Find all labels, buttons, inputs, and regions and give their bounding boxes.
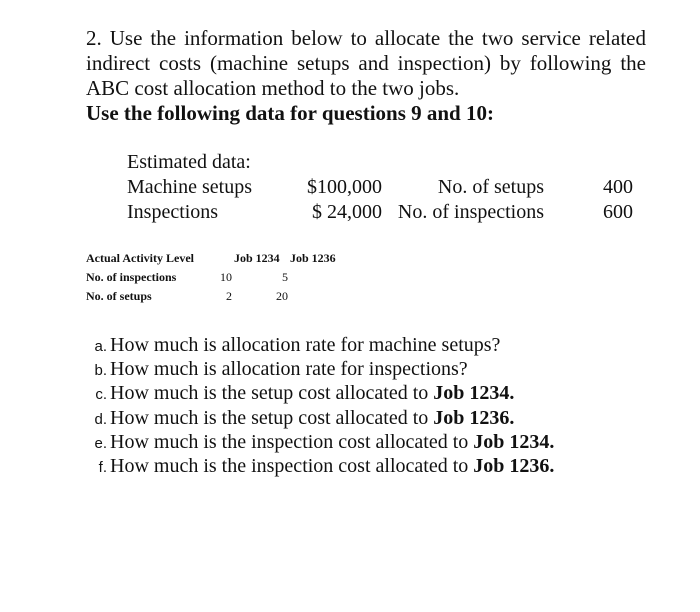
actual-activity-header-label: Actual Activity Level	[86, 251, 194, 265]
actual-row-setups-job1: 2	[226, 289, 232, 303]
estimated-driver-inspections: No. of inspections	[397, 201, 544, 223]
question-item	[90, 357, 554, 381]
question-letter: a.	[94, 338, 107, 355]
actual-row-setups-label: No. of setups	[86, 289, 152, 303]
question-bold-text: Job 1236.	[473, 454, 555, 477]
estimated-cost-inspections: $ 24,000	[312, 201, 382, 223]
question-list	[90, 333, 554, 478]
question-text: How much is the inspection cost allocated to	[110, 430, 474, 453]
question-letter: d.	[94, 410, 107, 428]
actual-activity-header-job1: Job 1234	[234, 251, 280, 265]
estimated-pool-machine-setups: Machine setups	[127, 176, 252, 198]
question-letter: b.	[94, 362, 107, 380]
question-bold-text: Job 1236.	[433, 406, 515, 429]
question-item	[90, 454, 554, 478]
question-letter: f.	[98, 458, 107, 476]
question-text: How much is the setup cost allocated to	[110, 382, 434, 405]
question-text: How much is the inspection cost allocated to	[110, 454, 474, 477]
estimated-quantity-machine-setups: 400	[603, 176, 633, 198]
actual-row-setups-job2: 20	[276, 289, 288, 303]
actual-row-inspections-job1: 10	[220, 270, 232, 284]
question-bold-text: Job 1234.	[473, 430, 555, 453]
estimated-cost-machine-setups: $100,000	[307, 176, 382, 198]
question-letter: c.	[95, 386, 107, 404]
question-text: How much is allocation rate for inspections?	[110, 358, 468, 381]
question-item	[90, 430, 554, 454]
question-item	[90, 381, 554, 405]
actual-row-inspections-label: No. of inspections	[86, 270, 177, 284]
estimated-pool-inspections: Inspections	[127, 201, 219, 223]
question-text: How much is the setup cost allocated to	[110, 406, 434, 429]
problem-intro: 2. Use the information below to allocate the two service related indirect costs (machine setups and inspection) by following the ABC cost allocation method to the two jobs.	[86, 26, 646, 100]
question-item	[90, 333, 554, 357]
estimated-quantity-inspections: 600	[603, 201, 633, 223]
question-bold-text: Job 1234.	[433, 382, 515, 405]
actual-row-inspections-job2: 5	[282, 270, 288, 284]
estimated-driver-machine-setups: No. of setups	[437, 176, 544, 198]
data-instruction-heading: Use the following data for questions 9 and 10:	[86, 101, 494, 125]
actual-activity-header-job2: Job 1236	[290, 251, 336, 265]
estimated-data-title: Estimated data:	[127, 151, 251, 173]
question-text: How much is allocation rate for machine setups?	[110, 334, 501, 356]
question-letter: e.	[94, 434, 107, 452]
question-item	[90, 406, 554, 430]
